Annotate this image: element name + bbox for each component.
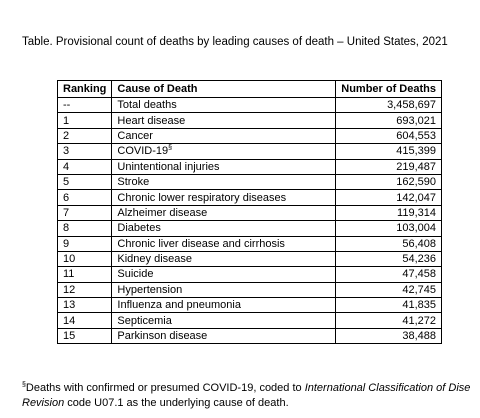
table-row <box>58 98 442 113</box>
header-cause: Cause of Death <box>112 81 336 98</box>
cell-rank: 8 <box>58 221 112 236</box>
cell-cause <box>112 113 336 128</box>
cell-rank: 14 <box>58 313 112 328</box>
cell-number: 41,835 <box>336 298 442 313</box>
table-row <box>58 159 442 174</box>
table-row <box>58 298 442 313</box>
cause-label: COVID-19 <box>117 145 169 158</box>
cell-number: 162,590 <box>336 174 442 189</box>
cell-cause <box>112 144 336 159</box>
cell-cause <box>112 174 336 189</box>
table-row <box>58 236 442 251</box>
cell-number: 219,487 <box>336 159 442 174</box>
cell-cause <box>112 236 336 251</box>
cell-rank: 3 <box>58 144 112 159</box>
cell-rank: 15 <box>58 328 112 343</box>
cell-number: 693,021 <box>336 113 442 128</box>
footnote-line-2 <box>22 396 480 411</box>
cause-label: Unintentional injuries <box>117 160 220 173</box>
cell-cause <box>112 205 336 220</box>
table-row <box>58 205 442 220</box>
cell-cause <box>112 267 336 282</box>
cause-footnote-mark: § <box>168 144 173 152</box>
cause-label: Alzheimer disease <box>117 206 208 219</box>
cell-rank: 9 <box>58 236 112 251</box>
cell-rank: 13 <box>58 298 112 313</box>
cell-cause <box>112 190 336 205</box>
cell-rank: 1 <box>58 113 112 128</box>
table-body <box>58 98 442 344</box>
cell-number: 604,553 <box>336 128 442 143</box>
cell-rank: 4 <box>58 159 112 174</box>
footnote-line-1 <box>22 381 480 396</box>
footnote-italic-1: International Classification of Dise <box>304 382 471 394</box>
cause-label: Influenza and pneumonia <box>117 299 241 312</box>
table-caption: Table. Provisional count of deaths by leading causes of death – United States, 2021 <box>22 36 448 48</box>
cell-cause <box>112 128 336 143</box>
cause-label: Suicide <box>117 268 154 281</box>
cell-cause <box>112 251 336 266</box>
cause-label: Hypertension <box>117 283 183 296</box>
cell-number: 103,004 <box>336 221 442 236</box>
cell-number: 415,399 <box>336 144 442 159</box>
cell-number: 47,458 <box>336 267 442 282</box>
cell-number: 56,408 <box>336 236 442 251</box>
table-row <box>58 190 442 205</box>
cell-rank: 11 <box>58 267 112 282</box>
cell-rank: 12 <box>58 282 112 297</box>
table-header-row <box>58 81 442 98</box>
table-row <box>58 313 442 328</box>
footnote-italic-2: Revision <box>22 397 65 409</box>
table-row <box>58 267 442 282</box>
table-row <box>58 174 442 189</box>
cell-cause <box>112 159 336 174</box>
footnote <box>22 381 480 411</box>
cause-label: Septicemia <box>117 314 172 327</box>
cell-cause <box>112 328 336 343</box>
table-row <box>58 282 442 297</box>
cause-label: Chronic lower respiratory diseases <box>117 191 287 204</box>
table-row <box>58 328 442 343</box>
footnote-text-after: code U07.1 as the underlying cause of death. <box>64 397 289 409</box>
cause-label: Diabetes <box>117 222 161 235</box>
deaths-table <box>57 80 442 344</box>
table-row <box>58 113 442 128</box>
cause-label: Cancer <box>117 129 153 142</box>
cell-cause <box>112 313 336 328</box>
cell-rank: 7 <box>58 205 112 220</box>
cell-rank: 6 <box>58 190 112 205</box>
cell-cause <box>112 221 336 236</box>
cell-rank: 5 <box>58 174 112 189</box>
cause-label: Parkinson disease <box>117 330 208 343</box>
table-row <box>58 251 442 266</box>
cause-label: Chronic liver disease and cirrhosis <box>117 237 285 250</box>
cell-number: 142,047 <box>336 190 442 205</box>
cell-rank: 10 <box>58 251 112 266</box>
cell-rank: -- <box>58 98 112 113</box>
cell-cause <box>112 98 336 113</box>
table-row <box>58 144 442 159</box>
cause-label: Stroke <box>117 176 150 189</box>
cell-cause <box>112 298 336 313</box>
cause-label: Heart disease <box>117 114 186 127</box>
footnote-mark: § <box>22 381 26 389</box>
cell-number: 54,236 <box>336 251 442 266</box>
cell-number: 42,745 <box>336 282 442 297</box>
cause-label: Kidney disease <box>117 253 193 266</box>
cause-label: Total deaths <box>117 99 177 112</box>
footnote-text-before: Deaths with confirmed or presumed COVID-19, coded to <box>25 382 305 394</box>
cell-number: 3,458,697 <box>336 98 442 113</box>
cell-number: 38,488 <box>336 328 442 343</box>
cell-rank: 2 <box>58 128 112 143</box>
cell-number: 41,272 <box>336 313 442 328</box>
cell-number: 119,314 <box>336 205 442 220</box>
header-number: Number of Deaths <box>336 81 442 98</box>
header-ranking: Ranking <box>58 81 112 98</box>
table-row <box>58 128 442 143</box>
table-row <box>58 221 442 236</box>
cell-cause <box>112 282 336 297</box>
